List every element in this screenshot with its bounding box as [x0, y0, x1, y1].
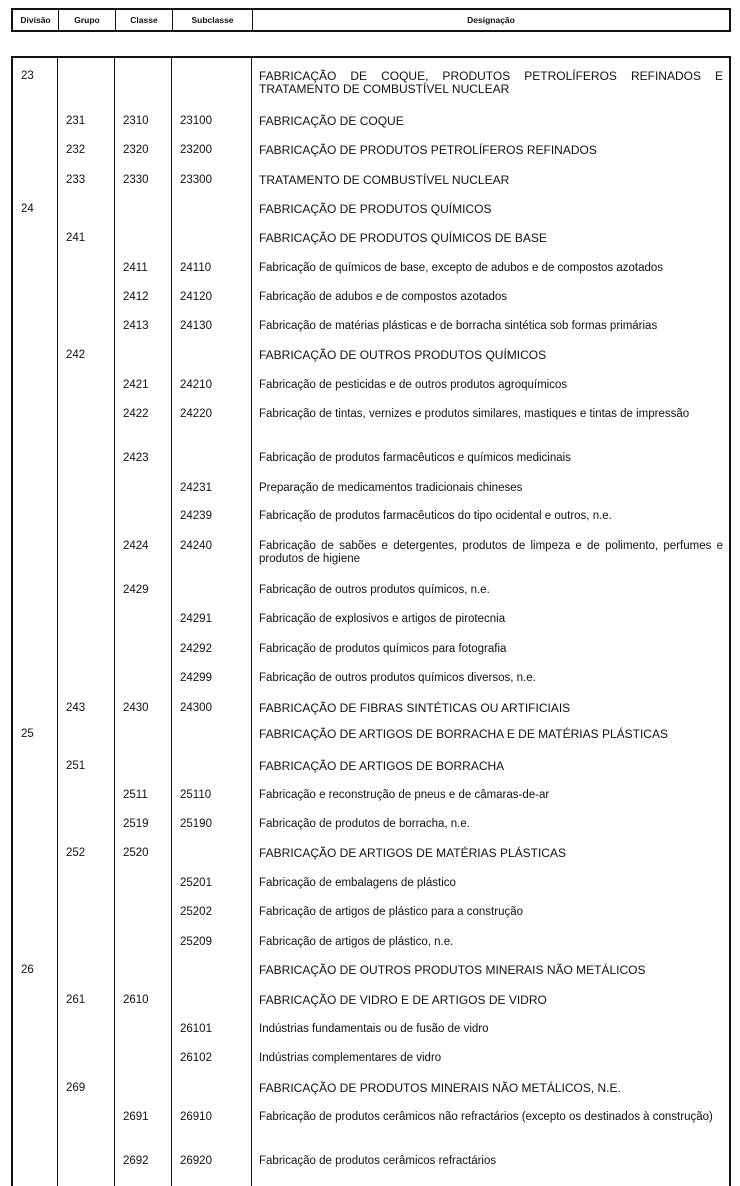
subclasse-cell: 24220 — [180, 408, 212, 420]
designacao-cell: FABRICAÇÃO DE ARTIGOS DE MATÉRIAS PLÁSTICAS — [259, 846, 566, 860]
classe-cell: 2430 — [123, 702, 149, 714]
designacao-cell: TRATAMENTO DE COMBUSTÍVEL NUCLEAR — [259, 173, 510, 187]
subclasse-cell: 26920 — [180, 1155, 212, 1167]
classe-cell: 2330 — [123, 174, 149, 186]
classe-cell: 2413 — [123, 320, 149, 332]
designacao-cell: Fabricação de químicos de base, excepto de adubos e de compostos azotados — [259, 262, 664, 274]
designacao-cell: Fabricação de outros produtos químicos diversos, n.e. — [259, 672, 536, 684]
subclasse-cell: 25110 — [180, 789, 212, 801]
subclasse-cell: 23300 — [180, 174, 212, 186]
subclasse-cell: 23100 — [180, 115, 212, 127]
divisao-cell: 24 — [21, 203, 34, 215]
column-divider — [57, 58, 58, 1186]
designacao-cell: Fabricação e reconstrução de pneus e de câmaras-de-ar — [259, 789, 550, 801]
designacao-cell: Fabricação de artigos de plástico para a construção — [259, 906, 524, 918]
designacao-cell: FABRICAÇÃO DE PRODUTOS MINERAIS NÃO METÁLICOS, N.E. — [259, 1081, 621, 1095]
designacao-cell: Fabricação de embalagens de plástico — [259, 877, 456, 889]
header-grupo: Grupo — [59, 10, 116, 30]
grupo-cell: 261 — [66, 994, 86, 1006]
designacao-cell: FABRICAÇÃO DE OUTROS PRODUTOS MINERAIS NÃO METÁLICOS — [259, 963, 646, 977]
header-subclasse: Subclasse — [173, 10, 253, 30]
divisao-cell: 25 — [21, 728, 34, 740]
classe-cell: 2421 — [123, 379, 149, 391]
classe-cell: 2412 — [123, 291, 149, 303]
subclasse-cell: 24292 — [180, 643, 212, 655]
classe-cell: 2424 — [123, 540, 149, 552]
classe-cell: 2422 — [123, 408, 149, 420]
subclasse-cell: 24300 — [180, 702, 212, 714]
classe-cell: 2691 — [123, 1111, 149, 1123]
header-classe: Classe — [116, 10, 173, 30]
designacao-cell: Preparação de medicamentos tradicionais chineses — [259, 482, 523, 494]
grupo-cell: 243 — [66, 702, 86, 714]
designacao-cell: FABRICAÇÃO DE ARTIGOS DE BORRACHA E DE MATÉRIAS PLÁSTICAS — [259, 727, 668, 741]
designacao-cell: Indústrias complementares de vidro — [259, 1052, 442, 1064]
classe-cell: 2520 — [123, 847, 149, 859]
divisao-cell: 26 — [21, 964, 34, 976]
classe-cell: 2519 — [123, 818, 149, 830]
designacao-cell: Fabricação de pesticidas e de outros produtos agroquímicos — [259, 379, 568, 391]
classe-cell: 2310 — [123, 115, 149, 127]
grupo-cell: 269 — [66, 1082, 86, 1094]
designacao-cell: Fabricação de matérias plásticas e de borracha sintética sob formas primárias — [259, 320, 658, 332]
grupo-cell: 231 — [66, 115, 86, 127]
designacao-cell: FABRICAÇÃO DE COQUE — [259, 114, 404, 128]
column-divider — [114, 58, 115, 1186]
subclasse-cell: 24239 — [180, 510, 212, 522]
classe-cell: 2320 — [123, 144, 149, 156]
designacao-cell: Fabricação de produtos de borracha, n.e. — [259, 818, 470, 830]
grupo-cell: 241 — [66, 232, 86, 244]
designacao-cell: Fabricação de tintas, vernizes e produtos similares, mastiques e tintas de impressão — [259, 408, 690, 420]
subclasse-cell: 24299 — [180, 672, 212, 684]
grupo-cell: 232 — [66, 144, 86, 156]
column-divider — [251, 58, 252, 1186]
classe-cell: 2511 — [123, 789, 148, 801]
classification-table — [11, 56, 731, 1186]
grupo-cell: 233 — [66, 174, 86, 186]
designacao-cell: Fabricação de produtos farmacêuticos e químicos medicinais — [259, 452, 571, 464]
designacao-cell: FABRICAÇÃO DE PRODUTOS PETROLÍFEROS REFINADOS — [259, 143, 597, 157]
designacao-cell: Fabricação de produtos cerâmicos não refractários (excepto os destinados à construção) — [259, 1111, 713, 1123]
designacao-cell: Fabricação de produtos farmacêuticos do tipo ocidental e outros, n.e. — [259, 510, 612, 522]
subclasse-cell: 24210 — [180, 379, 212, 391]
designacao-cell: FABRICAÇÃO DE COQUE, PRODUTOS PETROLÍFEROS REFINADOS E TRATAMENTO DE COMBUSTÍVEL NUCLEAR — [259, 69, 723, 96]
designacao-cell: Fabricação de artigos de plástico, n.e. — [259, 936, 454, 948]
subclasse-cell: 24120 — [180, 291, 212, 303]
designacao-cell: FABRICAÇÃO DE VIDRO E DE ARTIGOS DE VIDRO — [259, 993, 547, 1007]
table-header — [11, 8, 731, 32]
designacao-cell: Fabricação de sabões e detergentes, produtos de limpeza e de polimento, perfumes e produtos de higiene — [259, 540, 723, 565]
designacao-cell: FABRICAÇÃO DE PRODUTOS QUÍMICOS DE BASE — [259, 231, 547, 245]
subclasse-cell: 23200 — [180, 144, 212, 156]
classe-cell: 2423 — [123, 452, 149, 464]
grupo-cell: 242 — [66, 349, 86, 361]
designacao-cell: Indústrias fundamentais ou de fusão de vidro — [259, 1023, 489, 1035]
header-divisao: Divisão — [13, 10, 59, 30]
divisao-cell: 23 — [21, 70, 34, 82]
designacao-cell: FABRICAÇÃO DE PRODUTOS QUÍMICOS — [259, 202, 492, 216]
classe-cell: 2692 — [123, 1155, 149, 1167]
designacao-cell: FABRICAÇÃO DE FIBRAS SINTÉTICAS OU ARTIFICIAIS — [259, 701, 571, 715]
classe-cell: 2610 — [123, 994, 149, 1006]
subclasse-cell: 24110 — [180, 262, 212, 274]
subclasse-cell: 25190 — [180, 818, 212, 830]
designacao-cell: Fabricação de produtos cerâmicos refractários — [259, 1155, 497, 1167]
column-divider — [171, 58, 172, 1186]
designacao-cell: FABRICAÇÃO DE OUTROS PRODUTOS QUÍMICOS — [259, 348, 547, 362]
subclasse-cell: 26910 — [180, 1111, 212, 1123]
subclasse-cell: 24130 — [180, 320, 212, 332]
grupo-cell: 252 — [66, 847, 86, 859]
header-designacao: Designação — [467, 15, 515, 25]
subclasse-cell: 25209 — [180, 936, 212, 948]
designacao-cell: Fabricação de adubos e de compostos azotados — [259, 291, 508, 303]
subclasse-cell: 25202 — [180, 906, 212, 918]
designacao-cell: Fabricação de produtos químicos para fotografia — [259, 643, 507, 655]
subclasse-cell: 26101 — [180, 1023, 212, 1035]
subclasse-cell: 26102 — [180, 1052, 212, 1064]
subclasse-cell: 24240 — [180, 540, 212, 552]
classe-cell: 2429 — [123, 584, 149, 596]
subclasse-cell: 24291 — [180, 613, 212, 625]
grupo-cell: 251 — [66, 760, 86, 772]
subclasse-cell: 25201 — [180, 877, 212, 889]
designacao-cell: Fabricação de explosivos e artigos de pirotecnia — [259, 613, 506, 625]
classe-cell: 2411 — [123, 262, 148, 274]
subclasse-cell: 24231 — [180, 482, 212, 494]
designacao-cell: FABRICAÇÃO DE ARTIGOS DE BORRACHA — [259, 759, 505, 773]
designacao-cell: Fabricação de outros produtos químicos, n.e. — [259, 584, 490, 596]
